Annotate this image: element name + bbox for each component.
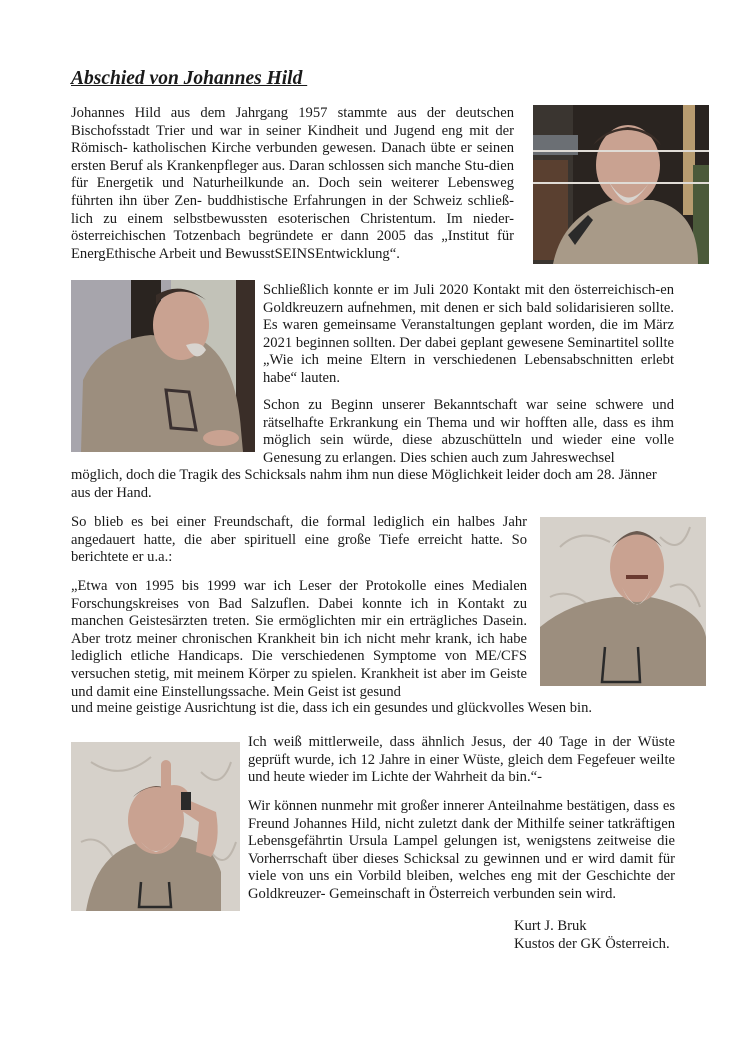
paragraph-intro: Johannes Hild aus dem Jahrgang 1957 stammte aus der deutschen Bischofsstadt Trier und war in seiner Kindheit und Jugend eng mit der Römisch- katholischen Kirche verbunden gewesen. Danach übte er seinen ersten Beruf als Krankenpfleger aus. Daran schlossen sich manche Stu-dien für Energetik und Naturheilkunde an. Doch sein weiterer Lebensweg führten ihn über Zen- buddhistische Erfahrungen in der Schweiz schließ-lich zu einem selbstbewussten esoterischen Christentum. Im nieder-österreichischen Totzenbach begründete er dann 2005 das „Institut für EnergEthische Arbeit und BewusstSEINSEntwicklung“.	[71, 105, 514, 262]
paragraph-friendship: So blieb es bei einer Freundschaft, die formal lediglich ein halbes Jahr angedauert hatte, die aber spirituell eine große Tiefe erreicht hatte. So berichtete er u.a.:	[71, 514, 527, 566]
portrait-photo-3	[540, 517, 706, 686]
portrait-photo-icon	[533, 105, 709, 264]
portrait-photo-icon	[71, 742, 240, 911]
paragraph-quote: „Etwa von 1995 bis 1999 war ich Leser der Protokolle eines Medialen Forschungskreises von Bad Salzuflen. Dabei konnte ich in Kontakt zu manchen Geistesärzten treten. Sie ermöglichten mir ein erträgliches Dasein. Aber trotz meiner chronischen Krankheit bin ich nicht mehr krank, ich habe lediglich etliche Handicaps. Die verschiedenen Symptome von ME/CFS versuchen stetig, mit meinem Körper zu spielen. Krankheit ist aber im Geiste und damit eine Einstellungssache. Mein Geist ist gesund	[71, 578, 527, 700]
paragraph-contact: Schließlich konnte er im Juli 2020 Kontakt mit den österreichisch-en Goldkreuzern aufnehmen, mit denen er sich bald solidarisieren sollte. Es waren gemeinsame Veranstaltungen geplant worden, die im März 2021 beginnen sollten. Der dabei geplant gewesene Seminartitel sollte „Wie ich meine Eltern in verschiedenen Lebensabschnitten erlebt habe“ lauten.	[263, 282, 674, 386]
portrait-photo-icon	[71, 280, 255, 452]
portrait-photo-2	[71, 280, 255, 452]
paragraph-illness-continued: möglich, doch die Tragik des Schicksals nahm ihm nun diese Möglichkeit leider doch am 28. Jänner aus der Hand.	[71, 467, 657, 501]
portrait-photo-1	[533, 105, 709, 264]
portrait-photo-icon	[540, 517, 706, 686]
signature-role: Kustos der GK Österreich.	[514, 936, 670, 952]
portrait-photo-4	[71, 742, 240, 911]
paragraph-closing: Wir können nunmehr mit großer innerer Anteilnahme bestätigen, dass es Freund Johannes Hild, nicht zuletzt dank der Mithilfe seiner tatkräftigen Lebensgefährtin Ursula Lampel gelungen ist, wenigstens zeitweise die Vorherrschaft über dieses Schicksal zu gewinnen und er wird damit für viele von uns ein Vorbild bleiben, welches eng mit der Geschichte der Goldkreuzer- Gemeinschaft in Österreich verbunden sein wird.	[248, 798, 675, 902]
paragraph-desert: Ich weiß mittlerweile, dass ähnlich Jesus, der 40 Tage in der Wüste geprüft wurde, ich 12 Jahre in einer Wüste, gleich dem Fegefeuer weilte und heute wieder im Lichte der Wahrheit da bin.“-	[248, 734, 675, 786]
page-title: Abschied von Johannes Hild	[71, 68, 308, 89]
paragraph-illness: Schon zu Beginn unserer Bekanntschaft war seine schwere und rätselhafte Erkrankung ein Thema und wir hofften alle, dass es ihm möglich sein würde, diese abzuschütteln und wieder eine volle Genesung zu erlangen. Dies schien auch zum Jahreswechsel	[263, 397, 674, 466]
paragraph-quote-continued: und meine geistige Ausrichtung ist die, dass ich ein gesundes und glückvolles Wesen bin.	[71, 700, 593, 716]
signature-name: Kurt J. Bruk	[514, 918, 587, 934]
